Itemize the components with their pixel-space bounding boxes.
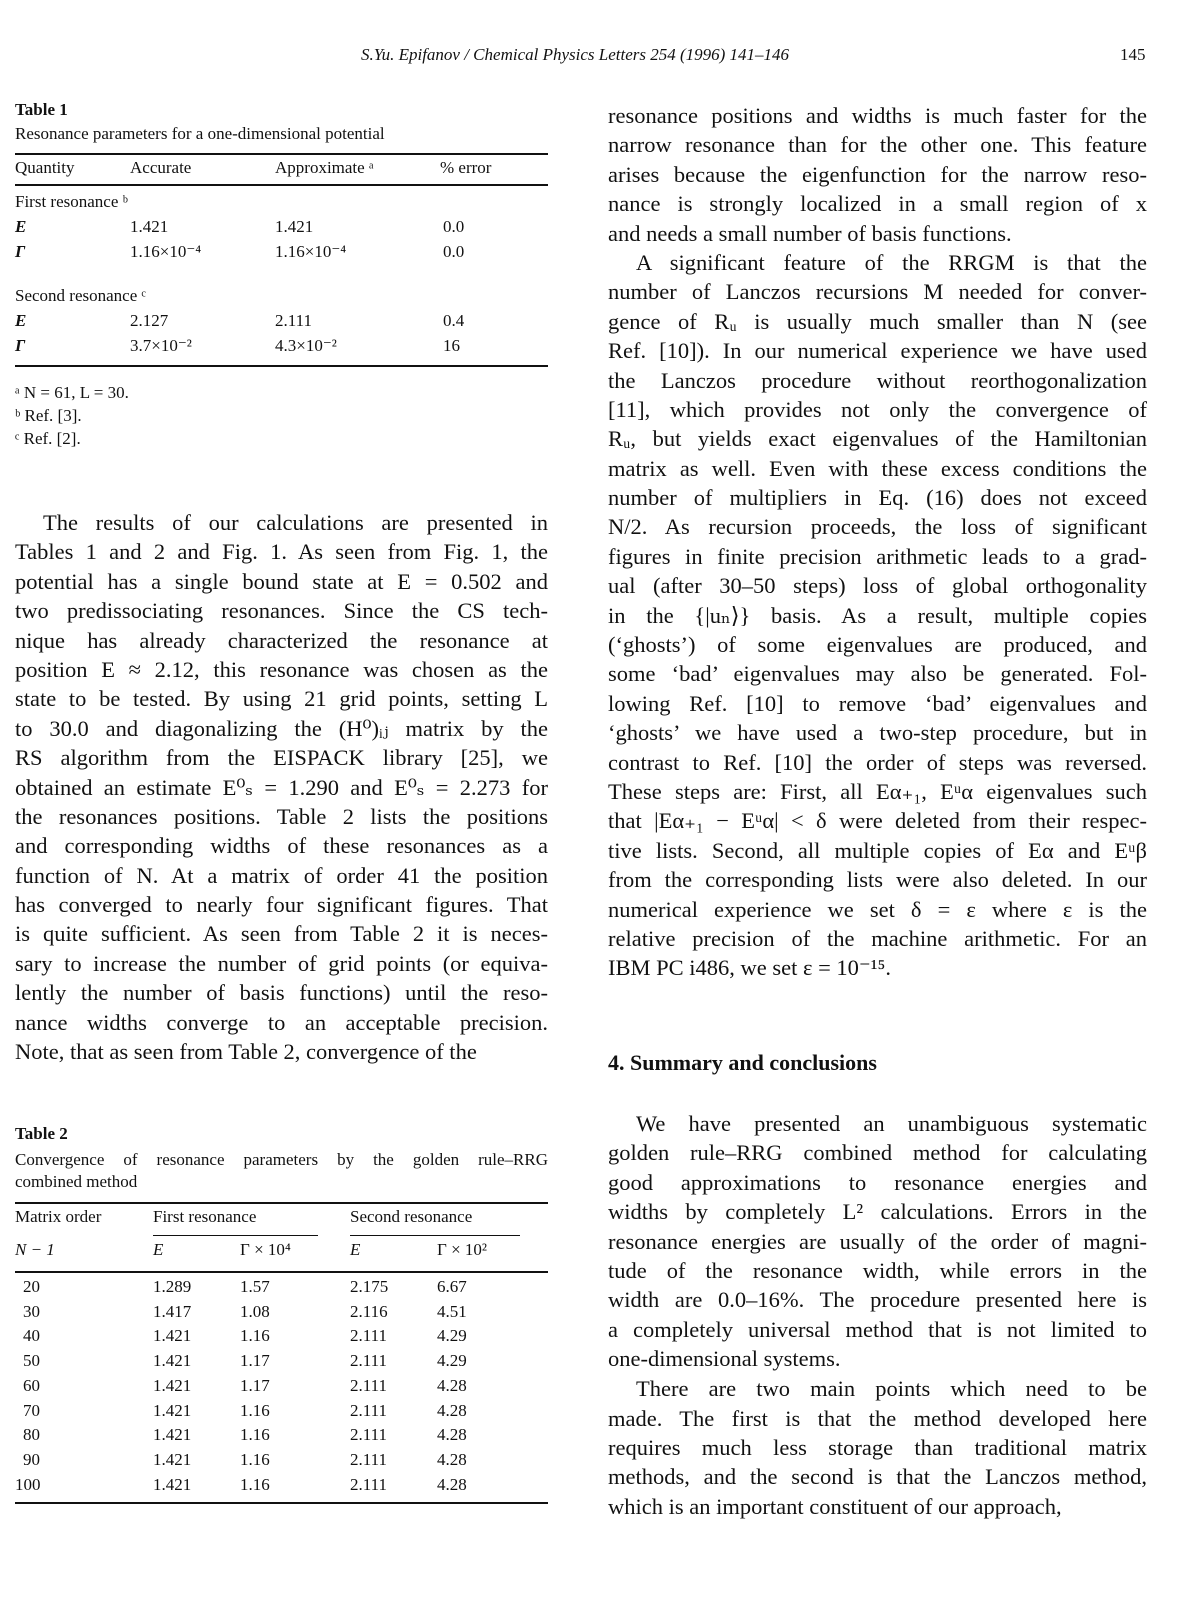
text-line: some ‘bad’ eigenvalues may also be generated. Fol-	[608, 659, 1147, 688]
table-cell: 2.111	[350, 1326, 387, 1346]
table-cell: 1.16×10⁻⁴	[130, 242, 201, 262]
text-line: the resonances positions. Table 2 lists the positions	[15, 802, 548, 831]
table-cell: 2.127	[130, 311, 168, 331]
table-cell: 0.0	[443, 217, 464, 237]
text-line: figures in finite precision arithmetic leads to a grad-	[608, 542, 1147, 571]
table-cell: 60	[23, 1376, 40, 1396]
table-cell: 1.421	[130, 217, 168, 237]
text-line: number of multipliers in Eq. (16) does not exceed	[608, 483, 1147, 512]
table-cell: 4.28	[437, 1376, 467, 1396]
text-line: obtained an estimate E⁰ₛ = 1.290 and E⁰ₛ = 2.273 for	[15, 773, 548, 802]
text-line: Rᵤ, but yields exact eigenvalues of the Hamiltonian	[608, 424, 1147, 453]
table-cell: 2.175	[350, 1277, 388, 1297]
text-line: made. The first is that the method developed here	[608, 1404, 1147, 1433]
text-line: that |Eα₊₁ − Eᵘα| < δ were deleted from their respec-	[608, 806, 1147, 835]
table-cell: 4.3×10⁻²	[275, 336, 337, 356]
table-cell: 80	[23, 1425, 40, 1445]
table-rule	[15, 1202, 548, 1204]
text-line: resonance energies are usually of the order of magni-	[608, 1227, 1147, 1256]
text-line: Tables 1 and 2 and Fig. 1. As seen from Fig. 1, the	[15, 537, 548, 566]
column-header: Accurate	[130, 158, 191, 178]
table-cell: 1.421	[153, 1475, 191, 1495]
table-cell: 50	[23, 1351, 40, 1371]
table-cell: 1.17	[240, 1351, 270, 1371]
column-header: Γ × 10⁴	[240, 1240, 291, 1260]
table-cell: 30	[23, 1302, 40, 1322]
table-cell: 40	[23, 1326, 40, 1346]
text-line: and corresponding widths of these resonances as a	[15, 831, 548, 860]
table-rule	[15, 1271, 548, 1273]
text-line: Note, that as seen from Table 2, convergence of the	[15, 1037, 548, 1066]
running-header: S.Yu. Epifanov / Chemical Physics Letters 254 (1996) 141–146	[0, 45, 1150, 65]
table-cell: 20	[23, 1277, 40, 1297]
text-line: relative precision of the machine arithmetic. For an	[608, 924, 1147, 953]
text-line: arises because the eigenfunction for the narrow reso-	[608, 160, 1147, 189]
table-cell: 1.16	[240, 1326, 270, 1346]
table-cell: 1.16	[240, 1475, 270, 1495]
text-line: tude of the resonance width, while errors in the	[608, 1256, 1147, 1285]
text-line: has converged to nearly four significant figures. That	[15, 890, 548, 919]
text-line: position E ≈ 2.12, this resonance was chosen as the	[15, 655, 548, 684]
table-caption: Resonance parameters for a one-dimensional potential	[15, 124, 385, 144]
table-label: Table 1	[15, 100, 68, 120]
group-title: Second resonance ᶜ	[15, 286, 146, 306]
text-line: nance widths converge to an acceptable precision.	[15, 1008, 548, 1037]
table-cell: 0.0	[443, 242, 464, 262]
table-cell: Γ	[15, 336, 25, 356]
text-line: a completely universal method that is not limited to	[608, 1315, 1147, 1344]
table-cell: 1.16×10⁻⁴	[275, 242, 346, 262]
left-body-text	[15, 508, 548, 1066]
table-cell: 2.111	[350, 1475, 387, 1495]
text-line: nance is strongly localized in a small region of x	[608, 189, 1147, 218]
table-cell: 4.29	[437, 1326, 467, 1346]
text-line: lowing Ref. [10] to remove ‘bad’ eigenvalues and	[608, 689, 1147, 718]
table-cell: Γ	[15, 242, 25, 262]
text-line: from the corresponding lists were also deleted. In our	[608, 865, 1147, 894]
text-line: methods, and the second is that the Lanczos method,	[608, 1462, 1147, 1491]
table-cell: 16	[443, 336, 460, 356]
paragraph	[608, 248, 1147, 983]
text-line: is quite sufficient. As seen from Table 2 it is neces-	[15, 919, 548, 948]
text-line: function of N. At a matrix of order 41 the position	[15, 861, 548, 890]
table-cell: 1.421	[275, 217, 313, 237]
text-line: nique has already characterized the resonance at	[15, 626, 548, 655]
table-cell: 2.111	[350, 1376, 387, 1396]
table-cell: 4.28	[437, 1475, 467, 1495]
table-cell: 100	[15, 1475, 41, 1495]
table-cell: 2.111	[350, 1401, 387, 1421]
table-cell: 2.111	[275, 311, 312, 331]
table-cell: 4.28	[437, 1401, 467, 1421]
text-line: We have presented an unambiguous systematic	[608, 1109, 1147, 1138]
text-line: and needs a small number of basis functions.	[608, 219, 1147, 248]
text-line: number of Lanczos recursions M needed for conver-	[608, 277, 1147, 306]
text-line: contrast to Ref. [10] the order of steps was reversed.	[608, 748, 1147, 777]
column-header: E	[153, 1240, 163, 1260]
table-caption: Convergence of resonance parameters by the golden rule–RRG	[15, 1148, 548, 1172]
table-caption: combined method	[15, 1172, 137, 1192]
text-line: state to be tested. By using 21 grid points, setting L	[15, 684, 548, 713]
table-cell: 1.16	[240, 1425, 270, 1445]
table-rule	[153, 1235, 318, 1236]
text-line: the Lanczos procedure without reorthogonalization	[608, 366, 1147, 395]
table-cell: E	[15, 217, 26, 237]
text-line: numerical experience we set δ = ε where ε is the	[608, 895, 1147, 924]
table-cell: 1.57	[240, 1277, 270, 1297]
table-cell: 1.421	[153, 1351, 191, 1371]
text-line: The results of our calculations are presented in	[15, 508, 548, 537]
text-line: matrix as well. Even with these excess conditions the	[608, 454, 1147, 483]
column-header: E	[350, 1240, 360, 1260]
table-cell: 1.421	[153, 1326, 191, 1346]
text-line: RS algorithm from the EISPACK library [25], we	[15, 743, 548, 772]
text-line: tive lists. Second, all multiple copies of Eα and Eᵘβ	[608, 836, 1147, 865]
text-line: ual (after 30–50 steps) loss of global orthogonality	[608, 571, 1147, 600]
text-line: Ref. [10]). In our numerical experience we have used	[608, 336, 1147, 365]
text-line: to 30.0 and diagonalizing the (H⁰)ᵢⱼ matrix by the	[15, 714, 548, 743]
table-cell: 3.7×10⁻²	[130, 336, 192, 356]
text-line: sary to increase the number of grid points (or equiva-	[15, 949, 548, 978]
table-cell: 1.417	[153, 1302, 191, 1322]
table-cell: 1.289	[153, 1277, 191, 1297]
column-header: Γ × 10²	[437, 1240, 487, 1260]
column-header: Approximate ᵃ	[275, 158, 374, 178]
table-cell: 0.4	[443, 311, 464, 331]
table-cell: 90	[23, 1450, 40, 1470]
text-line: resonance positions and widths is much faster for the	[608, 101, 1147, 130]
text-line: golden rule–RRG combined method for calculating	[608, 1138, 1147, 1167]
section-heading: 4. Summary and conclusions	[608, 1050, 877, 1076]
table-cell: 70	[23, 1401, 40, 1421]
table-cell: 4.29	[437, 1351, 467, 1371]
group-title: First resonance ᵇ	[15, 192, 128, 212]
table-cell: 4.51	[437, 1302, 467, 1322]
text-line: good approximations to resonance energies and	[608, 1168, 1147, 1197]
text-line: IBM PC i486, we set ε = 10⁻¹⁵.	[608, 953, 1147, 982]
table-footnote: ᶜ Ref. [2].	[15, 429, 81, 449]
table-cell: 1.16	[240, 1450, 270, 1470]
text-line: width are 0.0–16%. The procedure presented here is	[608, 1285, 1147, 1314]
text-line: which is an important constituent of our approach,	[608, 1492, 1147, 1521]
table-cell: 1.17	[240, 1376, 270, 1396]
table-footnote: ᵇ Ref. [3].	[15, 406, 82, 426]
text-line: (‘ghosts’) of some eigenvalues are produced, and	[608, 630, 1147, 659]
table-cell: 1.08	[240, 1302, 270, 1322]
table-cell: 4.28	[437, 1425, 467, 1445]
table-rule	[350, 1235, 520, 1236]
text-line: one-dimensional systems.	[608, 1344, 1147, 1373]
text-line: There are two main points which need to be	[608, 1374, 1147, 1403]
table-cell: 2.111	[350, 1351, 387, 1371]
table-cell: 6.67	[437, 1277, 467, 1297]
group-header: First resonance	[153, 1207, 256, 1227]
text-line: lently the number of basis functions) until the reso-	[15, 978, 548, 1007]
table-cell: E	[15, 311, 26, 331]
text-line: These steps are: First, all Eα₊₁, Eᵘα eigenvalues such	[608, 777, 1147, 806]
text-line: requires much less storage than traditional matrix	[608, 1433, 1147, 1462]
table-cell: 2.111	[350, 1450, 387, 1470]
table-footnote: ᵃ N = 61, L = 30.	[15, 383, 129, 403]
table-rule	[15, 1502, 548, 1504]
page-number: 145	[1120, 45, 1146, 65]
text-line: [11], which provides not only the convergence of	[608, 395, 1147, 424]
text-line: A significant feature of the RRGM is that the	[608, 248, 1147, 277]
text-line: in the {|uₙ⟩} basis. As a result, multiple copies	[608, 601, 1147, 630]
text-line: N/2. As recursion proceeds, the loss of significant	[608, 512, 1147, 541]
table-cell: 1.16	[240, 1401, 270, 1421]
right-body-text	[608, 101, 1147, 983]
summary-text	[608, 1109, 1147, 1521]
text-line: gence of Rᵤ is usually much smaller than N (see	[608, 307, 1147, 336]
table-cell: 2.111	[350, 1425, 387, 1445]
table-cell: 1.421	[153, 1401, 191, 1421]
table-cell: 2.116	[350, 1302, 388, 1322]
column-header: % error	[440, 158, 491, 178]
text-line: widths by completely L² calculations. Errors in the	[608, 1197, 1147, 1226]
table-cell: 1.421	[153, 1450, 191, 1470]
text-line: two predissociating resonances. Since the CS tech-	[15, 596, 548, 625]
table-cell: 1.421	[153, 1425, 191, 1445]
table-cell: 1.421	[153, 1376, 191, 1396]
table-label: Table 2	[15, 1124, 68, 1144]
group-header: Matrix order	[15, 1207, 101, 1227]
column-header: Quantity	[15, 158, 75, 178]
text-line: potential has a single bound state at E = 0.502 and	[15, 567, 548, 596]
text-line: narrow resonance than for the other one. This feature	[608, 130, 1147, 159]
text-line: ‘ghosts’ we have used a two-step procedure, but in	[608, 718, 1147, 747]
table-cell: 4.28	[437, 1450, 467, 1470]
column-header: N − 1	[15, 1240, 55, 1260]
group-header: Second resonance	[350, 1207, 472, 1227]
